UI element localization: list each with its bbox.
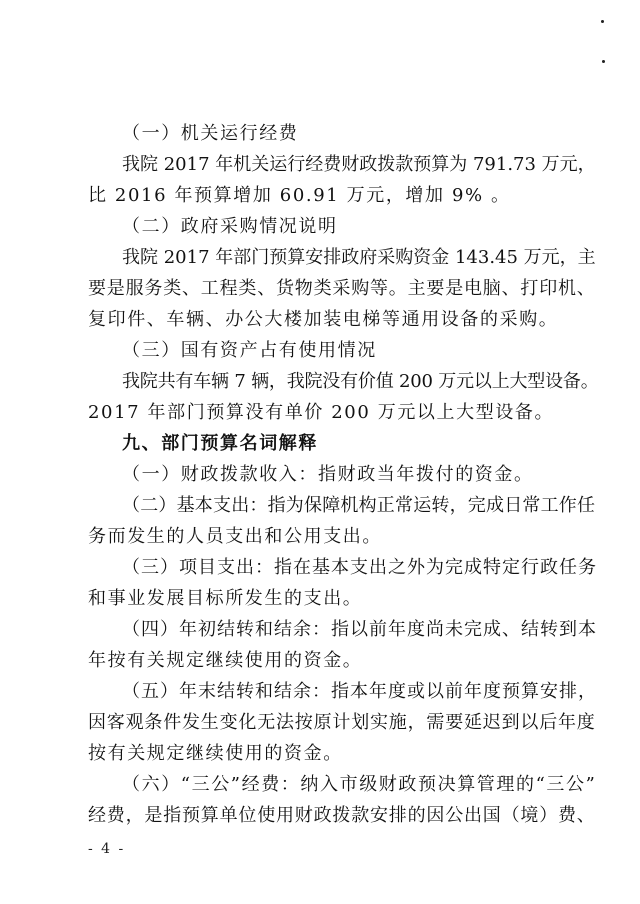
paragraph-line: 经费，是指预算单位使用财政拨款安排的因公出国（境）费、 — [88, 805, 596, 826]
paragraph-line: 按有关规定继续使用的资金。 — [88, 743, 343, 764]
paragraph-line: 复印件、车辆、办公大楼加装电梯等通用设备的采购。 — [88, 309, 559, 330]
paragraph-line: （六）“三公”经费：纳入市级财政预决算管理的“三公” — [122, 774, 597, 795]
page-number: - 4 - — [88, 841, 126, 857]
paragraph-line: 比 2016 年预算增加 60.91 万元，增加 9% 。 — [88, 185, 511, 206]
paragraph-line: 2017 年部门预算没有单价 200 万元以上大型设备。 — [88, 402, 555, 423]
paragraph-line: 年按有关规定继续使用的资金。 — [88, 650, 363, 671]
paragraph-line: （四）年初结转和结余：指以前年度尚未完成、结转到本 — [122, 619, 597, 640]
paragraph-line: （五）年末结转和结余：指本年度或以前年度预算安排， — [122, 681, 597, 702]
paragraph-line: （二）基本支出：指为保障机构正常运转，完成日常工作任 — [122, 495, 596, 516]
paragraph-line: 要是服务类、工程类、货物类采购等。主要是电脑、打印机、 — [88, 278, 596, 299]
paragraph-line: 因客观条件发生变化无法按原计划实施，需要延迟到以后年度 — [88, 712, 596, 733]
subheading-procurement: （二）政府采购情况说明 — [122, 216, 338, 237]
paragraph-line: （三）项目支出：指在基本支出之外为完成特定行政任务 — [122, 557, 597, 578]
section-heading-glossary: 九、部门预算名词解释 — [122, 433, 318, 454]
paragraph-line: 我院共有车辆 7 辆，我院没有价值 200 万元以上大型设备。 — [122, 371, 599, 392]
subheading-state-assets: （三）国有资产占有使用情况 — [122, 340, 377, 361]
corner-mark-bottom — [602, 60, 605, 63]
subheading-operating-expenses: （一）机关运行经费 — [122, 123, 299, 144]
paragraph-line: 和事业发展目标所发生的支出。 — [88, 588, 363, 609]
paragraph-line: 我院 2017 年部门预算安排政府采购资金 143.45 万元，主 — [122, 247, 596, 268]
paragraph-line: （一）财政拨款收入：指财政当年拨付的资金。 — [122, 464, 534, 485]
paragraph-line: 务而发生的人员支出和公用支出。 — [88, 526, 382, 547]
paragraph-line: 我院 2017 年机关运行经费财政拨款预算为 791.73 万元， — [122, 154, 596, 175]
corner-mark-top — [601, 20, 604, 23]
